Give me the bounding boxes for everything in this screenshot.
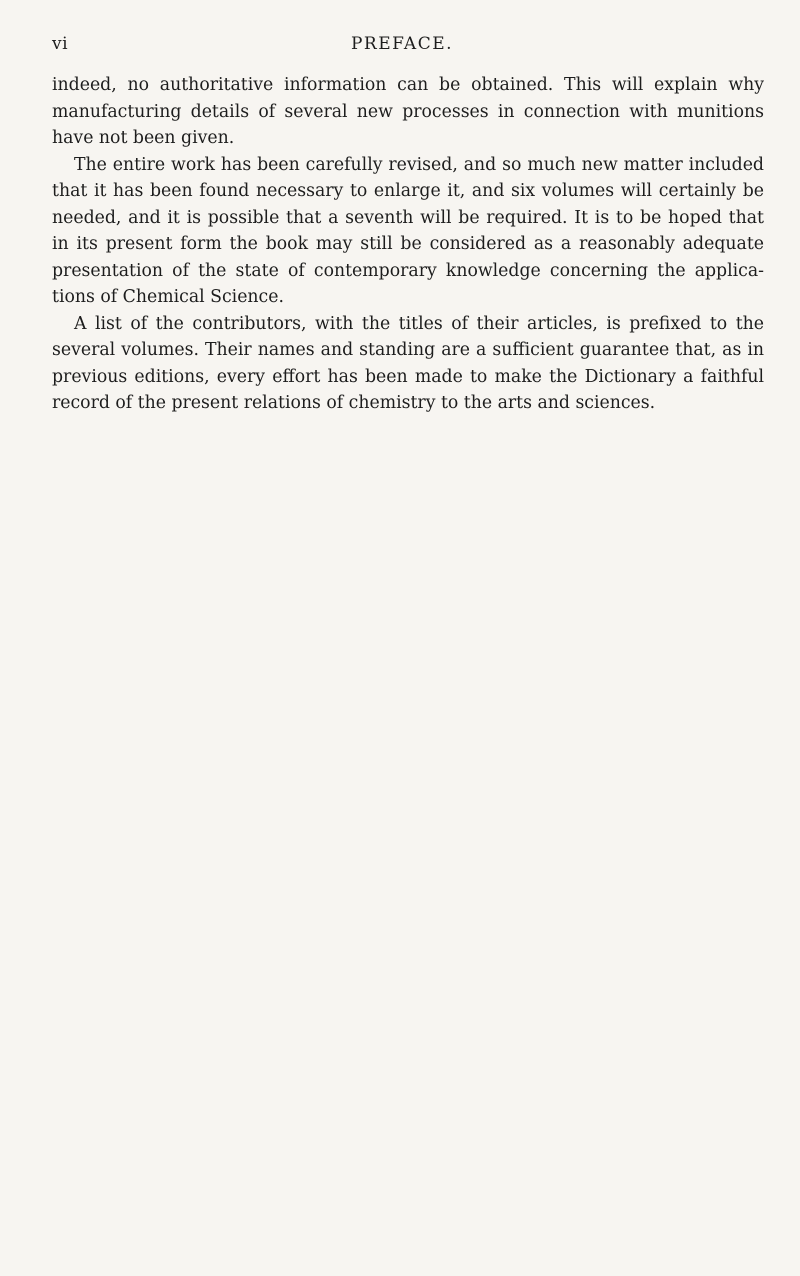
paragraph-2: The entire work has been carefully revised, and so much new matter included that it has been found necessary to enlarge it, and six volumes will certainly be needed, and it is possible that a seventh will be required. It is to be hoped that in its present form the book may still be considered as a reasonably adequate presentation of the state of contemporary knowledge concerning the applica-tions of Chemical Science.: [52, 154, 764, 307]
page-header: [52, 34, 752, 64]
page-number: vi: [52, 34, 69, 54]
running-head: PREFACE.: [350, 34, 454, 54]
body-text: [52, 72, 764, 417]
paragraph-1: indeed, no authoritative information can be obtained. This will explain why manufacturing details of several new processes in connection with munitions have not been given.: [52, 75, 764, 148]
paragraph-3: A list of the contributors, with the titles of their articles, is prefixed to the several volumes. Their names and standing are a sufficient guarantee that, as in previous editions, every effort has been made to make the Dictionary a faithful record of the present relations of chemistry to the arts and sciences.: [52, 313, 764, 413]
